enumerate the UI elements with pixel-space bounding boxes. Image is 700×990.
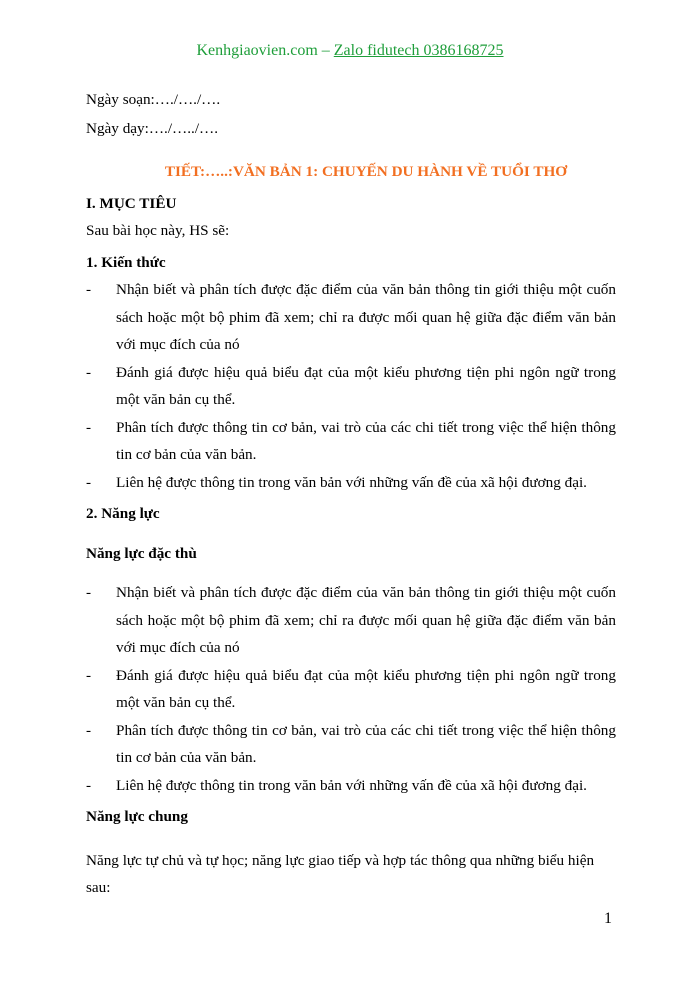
bullet-dash: - (86, 418, 92, 436)
list-item (86, 276, 616, 359)
knowledge-list (86, 276, 616, 496)
knowledge-heading: 1. Kiến thức (86, 253, 166, 271)
list-item-text: Đánh giá được hiệu quả biểu đạt của một kiểu phương tiện phi ngôn ngữ trong một văn bản cụ thể. (116, 666, 616, 711)
page-header (0, 42, 700, 60)
date-taught: Ngày dạy:…./…../…. (86, 119, 219, 137)
bullet-dash: - (86, 666, 92, 684)
bullet-dash: - (86, 721, 92, 739)
specific-competence-heading: Năng lực đặc thù (86, 544, 197, 562)
list-item-text: Nhận biết và phân tích được đặc điểm của văn bản thông tin giới thiệu một cuốn sách hoặc một bộ phim đã xem; chỉ ra được mối quan hệ giữa đặc điểm văn bản với mục đích của nó (116, 584, 616, 656)
list-item (86, 662, 616, 717)
header-separator: – (317, 42, 334, 59)
list-item (86, 717, 616, 772)
section-heading-objectives: I. MỤC TIÊU (86, 194, 177, 212)
list-item-text: Phân tích được thông tin cơ bản, vai trò của các chi tiết trong việc thể hiện thông tin cơ bản của văn bản. (116, 721, 616, 766)
bullet-dash: - (86, 281, 92, 298)
page-number: 1 (604, 910, 612, 927)
list-item-text: Phân tích được thông tin cơ bản, vai trò của các chi tiết trong việc thể hiện thông tin cơ bản của văn bản. (116, 418, 616, 463)
general-competence-text: Năng lực tự chủ và tự học; năng lực giao tiếp và hợp tác thông qua những biểu hiện sau: (86, 851, 595, 896)
list-item-text: Liên hệ được thông tin trong văn bản với những vấn đề của xã hội đương đại. (116, 473, 587, 491)
competence-heading: 2. Năng lực (86, 505, 160, 522)
list-item (86, 469, 616, 497)
bullet-dash: - (86, 473, 92, 491)
list-item (86, 579, 616, 662)
list-item (86, 414, 616, 469)
site-name[interactable]: Kenhgiaovien.com (196, 42, 318, 59)
general-competence-heading: Năng lực chung (86, 808, 188, 825)
bullet-dash: - (86, 584, 92, 601)
section-intro: Sau bài học này, HS sẽ: (86, 222, 230, 239)
lesson-title: TIẾT:…..:VĂN BẢN 1: CHUYẾN DU HÀNH VỀ TUỔI THƠ (164, 163, 568, 180)
list-item (86, 359, 616, 414)
specific-competence-list (86, 579, 616, 799)
contact-link[interactable]: Zalo fidutech 0386168725 (333, 42, 504, 59)
bullet-dash: - (86, 776, 92, 794)
list-item-text: Nhận biết và phân tích được đặc điểm của văn bản thông tin giới thiệu một cuốn sách hoặc một bộ phim đã xem; chỉ ra được mối quan hệ giữa đặc điểm văn bản với mục đích của nó (116, 281, 616, 353)
list-item-text: Đánh giá được hiệu quả biểu đạt của một kiểu phương tiện phi ngôn ngữ trong một văn bản cụ thể. (116, 363, 616, 408)
bullet-dash: - (86, 363, 92, 381)
date-prepared: Ngày soạn:…./…./…. (86, 91, 221, 108)
document-body (86, 86, 616, 902)
list-item-text: Liên hệ được thông tin trong văn bản với những vấn đề của xã hội đương đại. (116, 776, 587, 794)
list-item (86, 772, 616, 800)
